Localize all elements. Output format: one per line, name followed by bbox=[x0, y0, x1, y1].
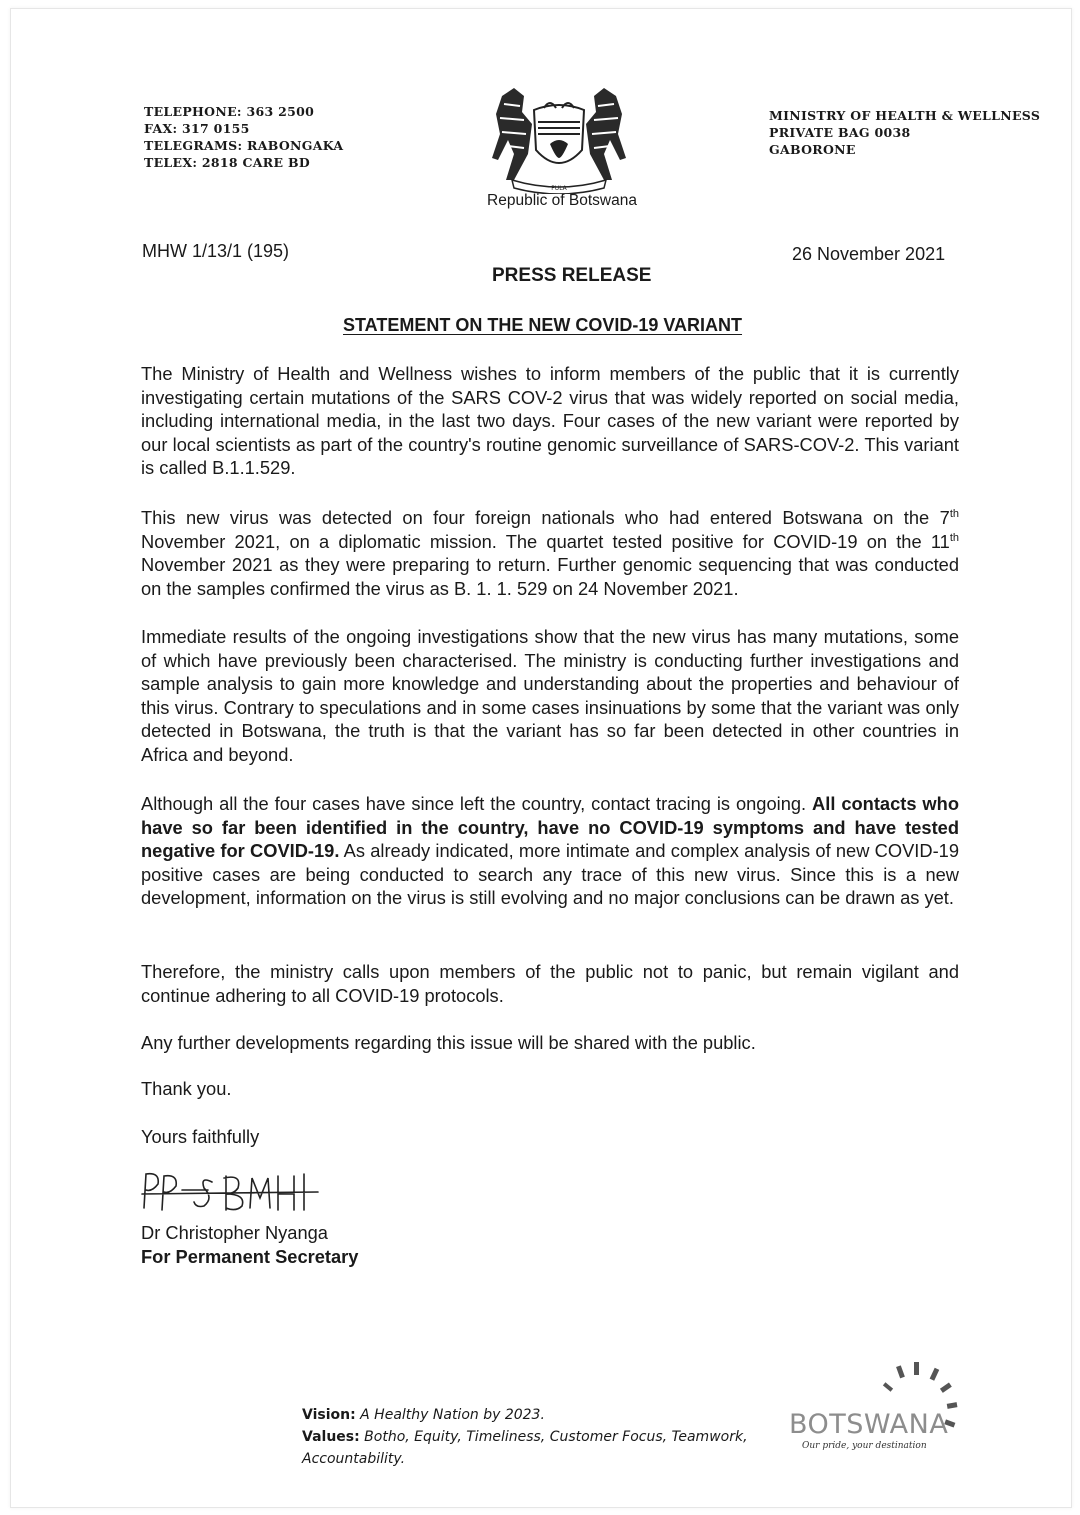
ministry-name: MINISTRY OF HEALTH & WELLNESS bbox=[769, 108, 1041, 123]
reference-number: MHW 1/13/1 (195) bbox=[142, 241, 290, 261]
paragraph-4: Although all the four cases have since left the country, contact tracing is ongoing. All contacts who have so far been identified in the country, have no COVID-19 symptoms and have tested negative for COVID-19. As already indicated, more intimate and complex analysis of new COVID-19 positive cases are being conducted to search any trace of this new virus. Since this is a new development, information on the virus is still evolving and no major conclusions can be drawn as yet. bbox=[141, 793, 959, 908]
brand-wordmark: BOTSWANA bbox=[789, 1409, 949, 1440]
telephone: TELEPHONE: 363 2500 bbox=[144, 104, 315, 119]
closing-thanks: Thank you. bbox=[141, 1078, 232, 1099]
fax: FAX: 317 0155 bbox=[144, 121, 250, 136]
brand-tagline: Our pride, your destination bbox=[802, 1441, 927, 1451]
signer-name: Dr Christopher Nyanga bbox=[141, 1222, 328, 1243]
vision-text: A Healthy Nation by 2023. bbox=[360, 1407, 545, 1423]
private-bag: PRIVATE BAG 0038 bbox=[769, 125, 911, 140]
vision-label: Vision: bbox=[302, 1407, 356, 1423]
svg-text:PULA: PULA bbox=[551, 185, 567, 192]
signature bbox=[138, 1168, 328, 1218]
values-label: Values: bbox=[302, 1429, 360, 1445]
footer-vision-values bbox=[302, 1404, 748, 1470]
city: GABORONE bbox=[769, 142, 856, 157]
values-text-cont: Accountability. bbox=[302, 1451, 406, 1467]
closing-salutation: Yours faithfully bbox=[141, 1126, 260, 1147]
paragraph-5: Therefore, the ministry calls upon members of the public not to panic, but remain vigilant and continue adhering to all COVID-19 protocols. bbox=[141, 961, 959, 1006]
coat-of-arms-icon bbox=[484, 84, 634, 194]
document-date: 26 November 2021 bbox=[792, 244, 946, 264]
letterhead-contact bbox=[144, 103, 343, 171]
paragraph-3: Immediate results of the ongoing investigations show that the new virus has many mutations, some of which have previously been characterised. The ministry is conducting further investigations and sample analysis to gain more knowledge and understanding about the properties and behaviour of this virus. Contrary to speculations and in some cases insinuations by some that the variant was only detected in Botswana, the truth is that the variant has so far been detected in other countries in Africa and beyond. bbox=[141, 626, 959, 765]
values-text: Botho, Equity, Timeliness, Customer Focus, Teamwork, bbox=[364, 1429, 748, 1445]
statement-title: STATEMENT ON THE NEW COVID-19 VARIANT bbox=[343, 315, 743, 335]
signer-role: For Permanent Secretary bbox=[141, 1246, 359, 1267]
paragraph-2: This new virus was detected on four foreign nationals who had entered Botswana on the 7th November 2021, on a diplomatic mission. The quartet tested positive for COVID-19 on the 11th November 2021 as they were preparing to return. Further genomic sequencing that was conducted on the samples confirmed the virus as B. 1. 1. 529 on 24 November 2021. bbox=[141, 507, 959, 599]
telegrams: TELEGRAMS: RABONGAKA bbox=[144, 138, 344, 153]
press-release-heading: PRESS RELEASE bbox=[492, 265, 652, 286]
letterhead-address bbox=[769, 107, 1040, 158]
crest-caption: Republic of Botswana bbox=[487, 192, 637, 209]
paragraph-1: The Ministry of Health and Wellness wishes to inform members of the public that it is currently investigating certain mutations of the SARS COV-2 virus that was widely reported on social media, including international media, in the last two days. Four cases of the new variant were reported by our local scientists as part of the country's routine genomic surveillance of SARS-COV-2. This variant is called B.1.1.529. bbox=[141, 363, 959, 478]
paragraph-6: Any further developments regarding this issue will be shared with the public. bbox=[141, 1032, 756, 1053]
bold-statement: All contacts who have so far been identified in the country, have no COVID-19 symptoms and have tested negative for COVID-19. bbox=[141, 793, 959, 861]
telex: TELEX: 2818 CARE BD bbox=[144, 155, 310, 170]
